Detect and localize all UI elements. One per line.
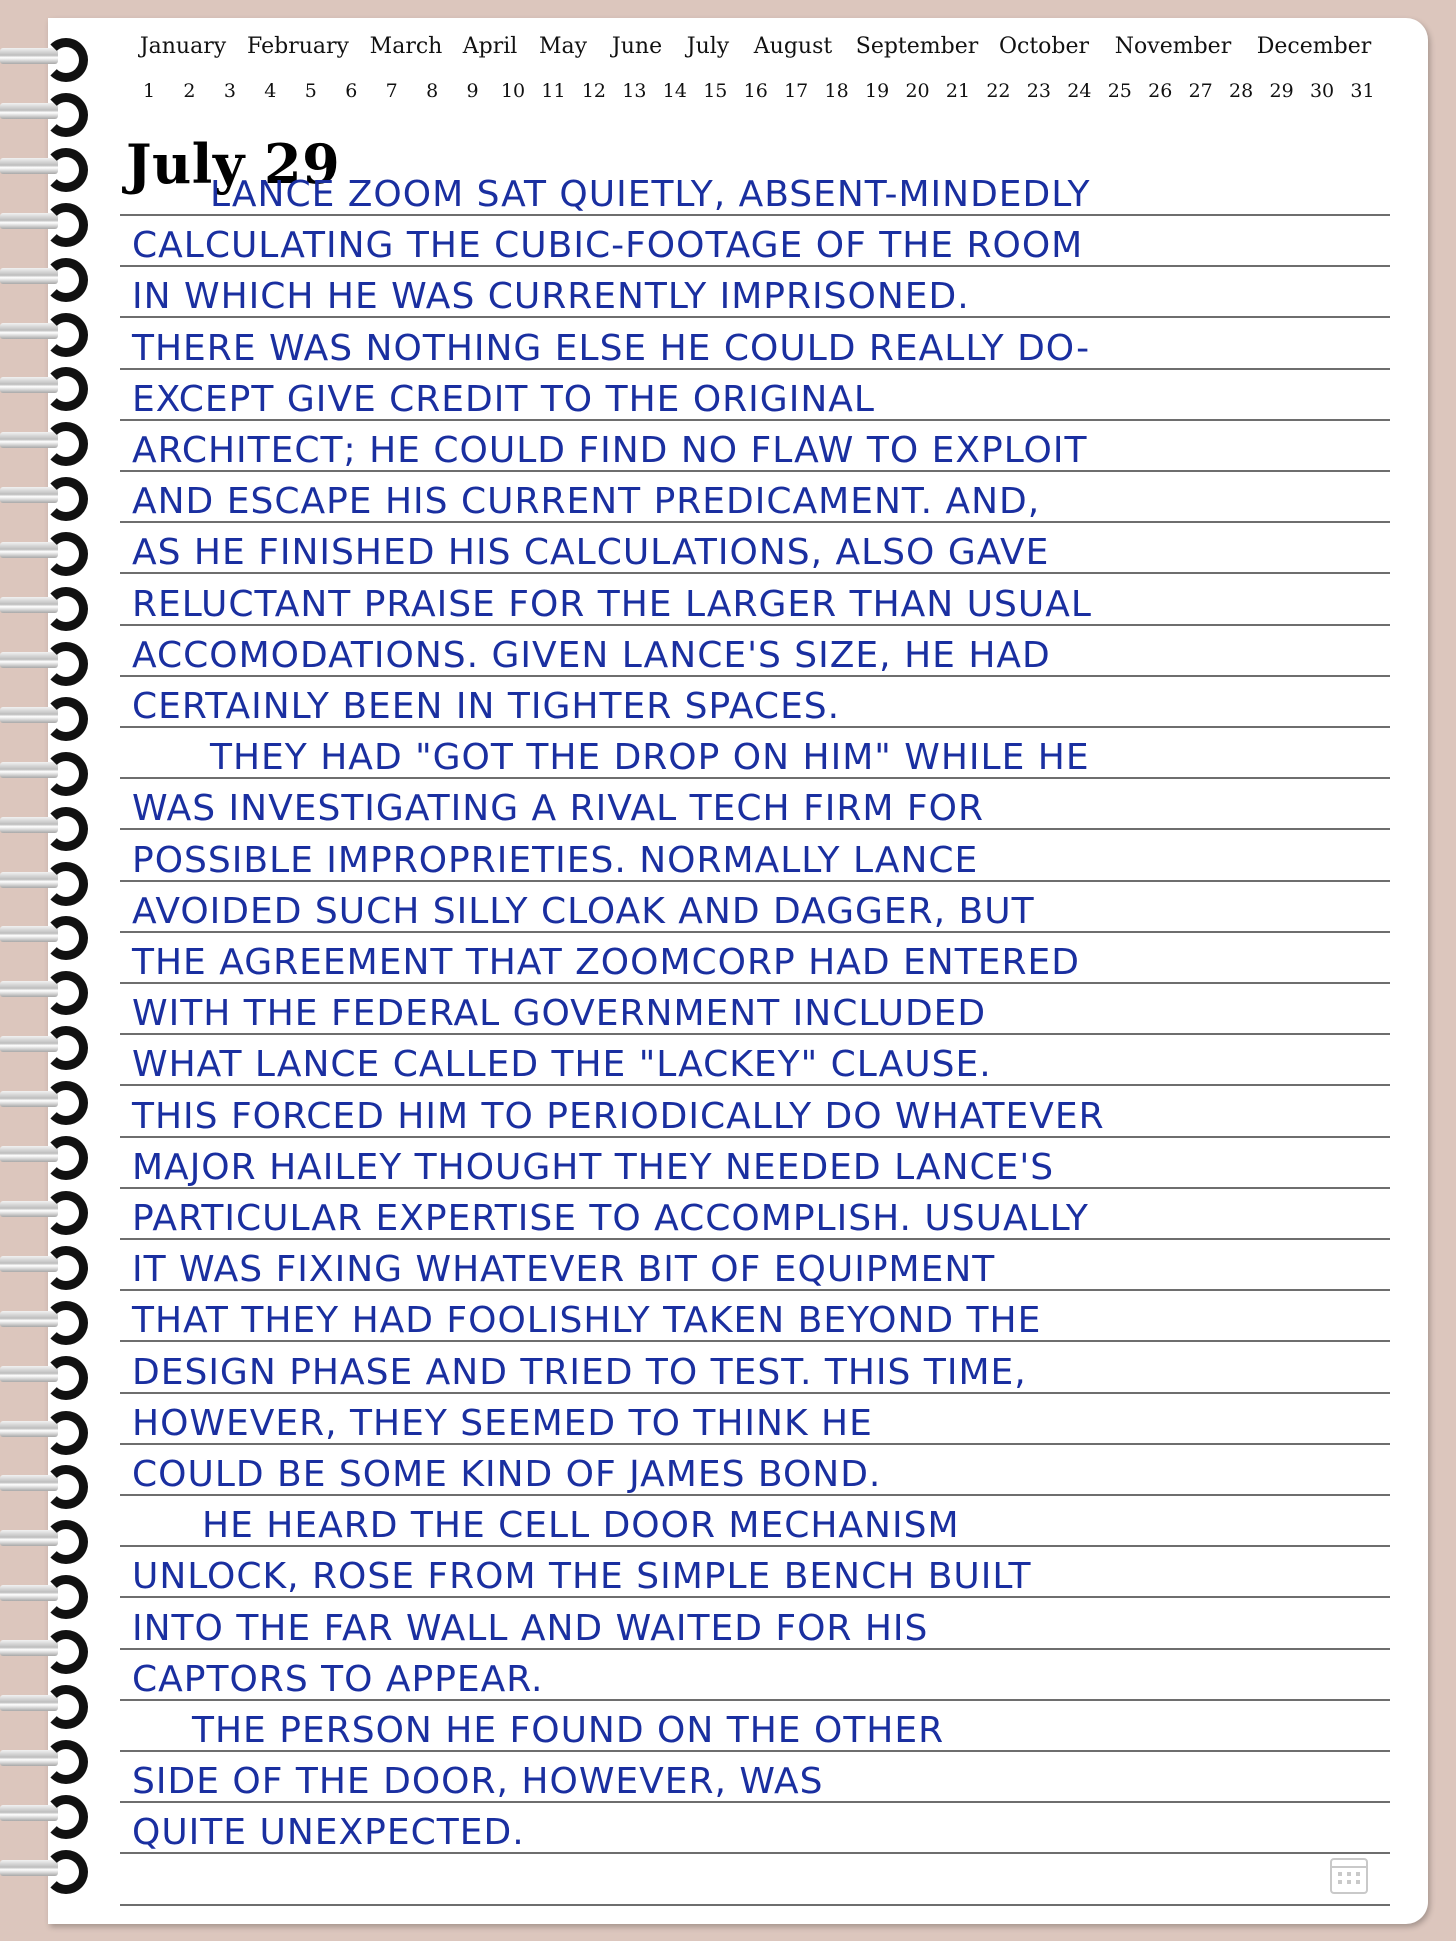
spiral-ring-icon [0,1022,92,1066]
handwritten-line: DESIGN PHASE AND TRIED TO TEST. THIS TIME, [132,1351,1027,1393]
month-link-may[interactable]: May [538,34,588,59]
spiral-ring-icon [0,1791,92,1835]
handwritten-line: INTO THE FAR WALL AND WAITED FOR HIS [132,1607,929,1649]
spiral-ring-icon [0,1297,92,1341]
spiral-ring-icon [0,803,92,847]
handwritten-line: ACCOMODATIONS. GIVEN LANCE'S SIZE, HE HAD [132,634,1051,676]
handwritten-line: THEY HAD "GOT THE DROP ON HIM" WHILE HE [210,737,1090,779]
handwritten-line: LANCE ZOOM SAT QUIETLY, ABSENT-MINDEDLY [210,174,1091,215]
spiral-ring-icon [0,967,92,1011]
handwritten-line: WAS INVESTIGATING A RIVAL TECH FIRM FOR [132,788,984,830]
day-link-3[interactable]: 3 [223,80,236,102]
spiral-ring-icon [0,1626,92,1670]
day-link-2[interactable]: 2 [183,80,196,102]
month-link-april[interactable]: April [462,34,518,59]
handwritten-line: WITH THE FEDERAL GOVERNMENT INCLUDED [132,993,987,1035]
day-link-10[interactable]: 10 [500,80,526,102]
day-link-11[interactable]: 11 [541,80,566,102]
month-link-october[interactable]: October [998,34,1090,59]
spiral-ring-icon [0,199,92,243]
handwritten-line: THAT THEY HAD FOOLISHLY TAKEN BEYOND THE [132,1300,1042,1342]
day-link-24[interactable]: 24 [1067,80,1092,102]
handwritten-line: THE AGREEMENT THAT ZOOMCORP HAD ENTERED [132,942,1080,983]
day-link-8[interactable]: 8 [426,80,439,102]
spiral-binding [0,34,92,1914]
spiral-ring-icon [0,309,92,353]
handwritten-line: THE PERSON HE FOUND ON THE OTHER [192,1710,945,1751]
month-link-august[interactable]: August [753,34,833,59]
month-link-december[interactable]: December [1256,34,1372,59]
spiral-ring-icon [0,1132,92,1176]
handwritten-line: WHAT LANCE CALLED THE "LACKEY" CLAUSE. [132,1044,992,1086]
day-link-6[interactable]: 6 [345,80,358,102]
spiral-ring-icon [0,144,92,188]
spiral-ring-icon [0,1407,92,1451]
handwritten-line: POSSIBLE IMPROPRIETIES. NORMALLY LANCE [132,839,979,881]
day-link-17[interactable]: 17 [784,80,809,102]
ruled-line [120,1904,1390,1906]
spiral-ring-icon [0,1681,92,1725]
spiral-ring-icon [0,1736,92,1780]
day-link-12[interactable]: 12 [581,80,607,102]
spiral-ring-icon [0,1846,92,1890]
calendar-icon[interactable] [1330,1858,1368,1894]
handwritten-line: IN WHICH HE WAS CURRENTLY IMPRISONED. [132,276,970,318]
handwritten-line: AVOIDED SUCH SILLY CLOAK AND DAGGER, BUT [132,890,1035,932]
day-link-7[interactable]: 7 [385,80,398,102]
handwritten-line: CERTAINLY BEEN IN TIGHTER SPACES. [132,686,841,727]
handwritten-line: AS HE FINISHED HIS CALCULATIONS, ALSO GAVE [132,532,1050,574]
day-link-18[interactable]: 18 [824,80,849,102]
month-link-june[interactable]: June [611,34,663,59]
day-link-4[interactable]: 4 [264,80,277,102]
day-link-27[interactable]: 27 [1188,80,1213,102]
spiral-ring-icon [0,1571,92,1615]
spiral-ring-icon [0,638,92,682]
handwritten-line: THIS FORCED HIM TO PERIODICALLY DO WHATEVER [132,1095,1105,1137]
month-link-march[interactable]: March [369,34,443,59]
handwritten-line: CALCULATING THE CUBIC-FOOTAGE OF THE ROOM [132,225,1084,267]
spiral-ring-icon [0,473,92,517]
spiral-ring-icon [0,1516,92,1560]
spiral-ring-icon [0,1461,92,1505]
handwritten-line: UNLOCK, ROSE FROM THE SIMPLE BENCH BUILT [132,1556,1032,1598]
month-navigation [0,34,1456,64]
spiral-ring-icon [0,254,92,298]
spiral-ring-icon [0,912,92,956]
spiral-ring-icon [0,1187,92,1231]
spiral-ring-icon [0,1077,92,1121]
spiral-ring-icon [0,418,92,462]
handwritten-line: AND ESCAPE HIS CURRENT PREDICAMENT. AND, [132,481,1041,523]
handwritten-line: EXCEPT GIVE CREDIT TO THE ORIGINAL [132,378,875,420]
spiral-ring-icon [0,748,92,792]
day-link-16[interactable]: 16 [743,80,768,102]
day-link-25[interactable]: 25 [1107,80,1132,102]
day-link-28[interactable]: 28 [1229,80,1254,102]
day-link-15[interactable]: 15 [703,80,728,102]
spiral-ring-icon [0,528,92,572]
day-link-9[interactable]: 9 [466,80,479,102]
day-link-19[interactable]: 19 [865,80,890,102]
handwritten-line: PARTICULAR EXPERTISE TO ACCOMPLISH. USUALLY [132,1198,1089,1239]
handwritten-line: COULD BE SOME KIND OF JAMES BOND. [132,1454,882,1495]
handwritten-line: IT WAS FIXING WHATEVER BIT OF EQUIPMENT [132,1249,996,1291]
handwritten-line: HE HEARD THE CELL DOOR MECHANISM [202,1505,960,1547]
day-link-20[interactable]: 20 [905,80,930,102]
day-link-1[interactable]: 1 [142,80,156,102]
entry-date-title: July 29 [126,132,341,196]
handwritten-line: HOWEVER, THEY SEEMED TO THINK HE [132,1402,873,1444]
day-link-31[interactable]: 31 [1350,80,1375,102]
month-link-january[interactable]: January [139,34,227,59]
day-link-21[interactable]: 21 [945,80,971,102]
spiral-ring-icon [0,858,92,902]
handwritten-line: THERE WAS NOTHING ELSE HE COULD REALLY DO- [132,327,1091,369]
day-link-30[interactable]: 30 [1309,80,1335,102]
day-link-14[interactable]: 14 [662,80,687,102]
day-link-26[interactable]: 26 [1148,80,1173,102]
month-link-july[interactable]: July [686,34,730,59]
handwritten-line: MAJOR HAILEY THOUGHT THEY NEEDED LANCE'S [132,1146,1055,1188]
handwritten-line: CAPTORS TO APPEAR. [132,1658,544,1700]
day-link-5[interactable]: 5 [304,80,317,102]
month-link-september[interactable]: September [855,34,979,59]
month-link-february[interactable]: February [247,34,349,59]
month-link-november[interactable]: November [1114,34,1232,59]
day-link-29[interactable]: 29 [1269,80,1294,102]
spiral-ring-icon [0,583,92,627]
handwritten-line: ARCHITECT; HE COULD FIND NO FLAW TO EXPLOIT [132,430,1088,471]
day-link-22[interactable]: 22 [986,80,1011,102]
spiral-ring-icon [0,1352,92,1396]
day-navigation [0,80,1456,108]
day-link-23[interactable]: 23 [1026,80,1051,102]
handwritten-line: RELUCTANT PRAISE FOR THE LARGER THAN USUAL [132,583,1092,625]
handwritten-line: SIDE OF THE DOOR, HOWEVER, WAS [132,1761,824,1803]
spiral-ring-icon [0,693,92,737]
day-link-13[interactable]: 13 [622,80,647,102]
handwritten-line: QUITE UNEXPECTED. [132,1812,525,1854]
spiral-ring-icon [0,363,92,407]
spiral-ring-icon [0,1242,92,1286]
